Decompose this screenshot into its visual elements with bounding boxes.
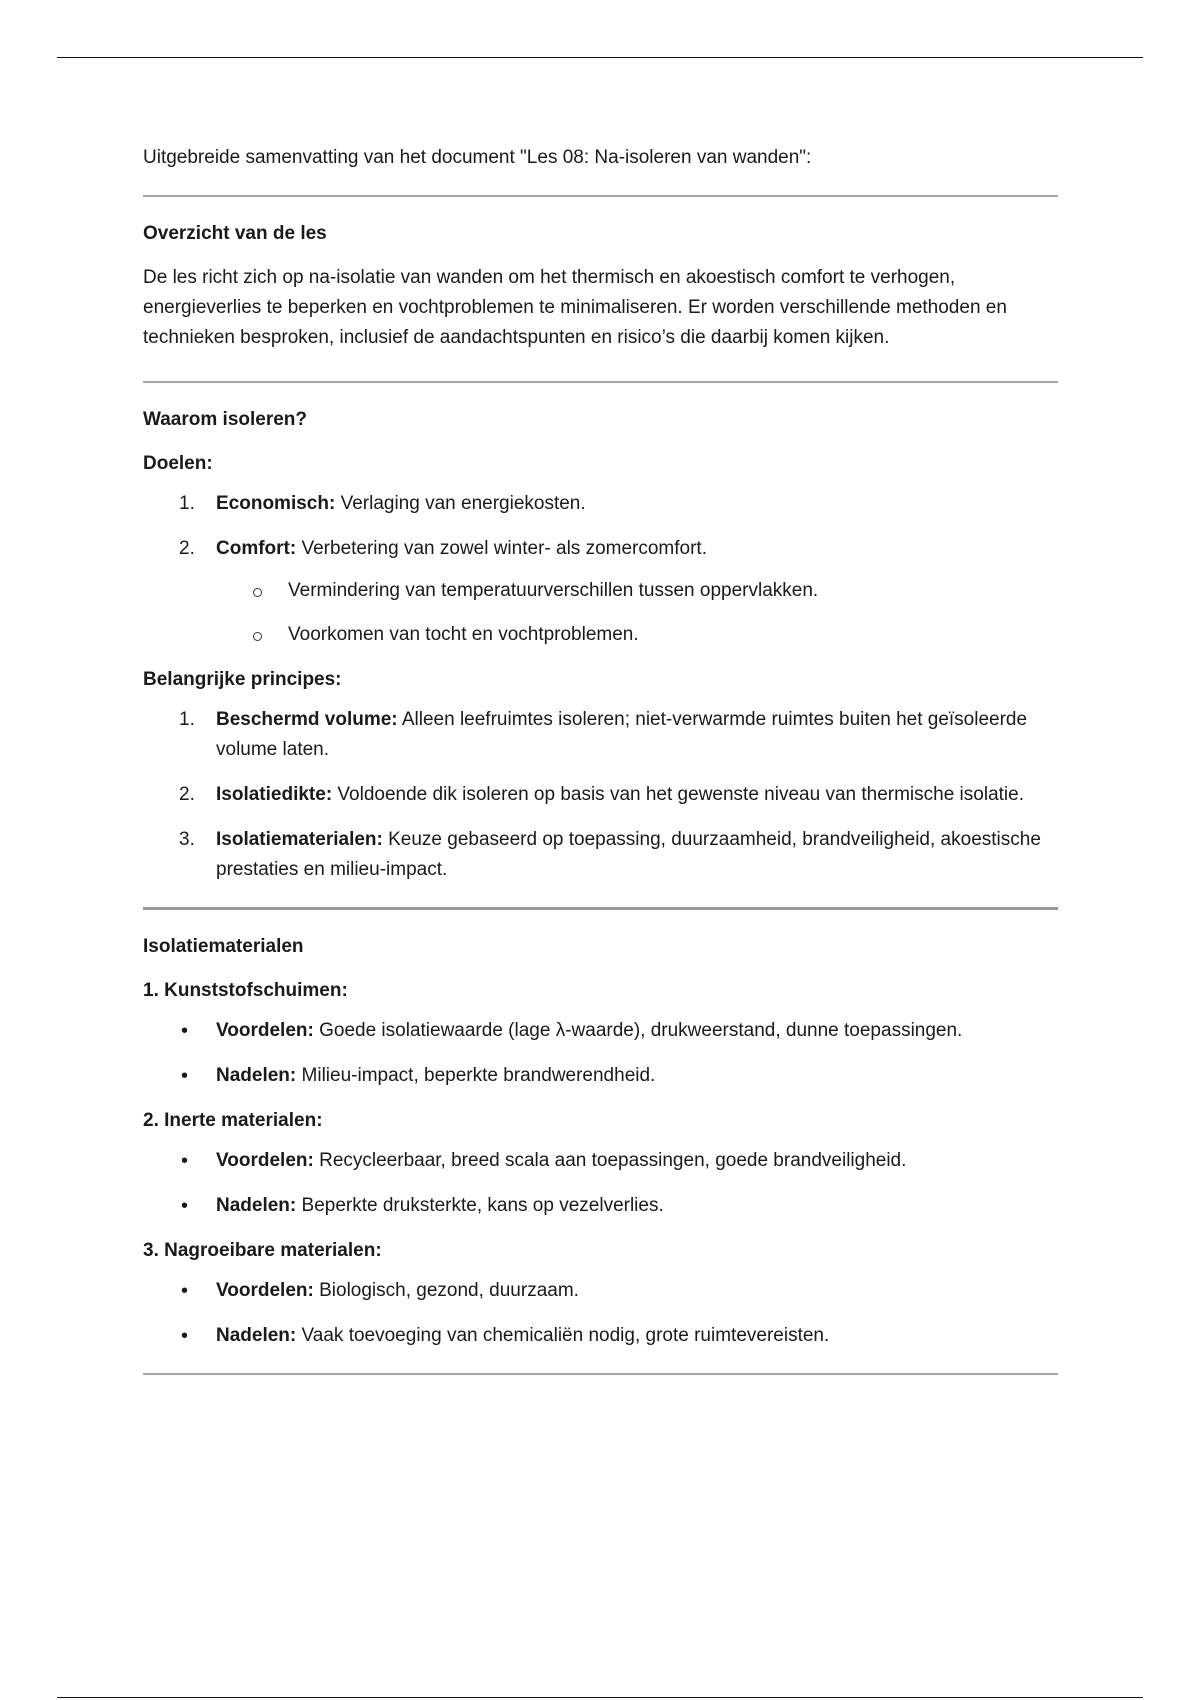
item-text: Keuze gebaseerd op toepassing, duurzaamheid, brandveiligheid, akoestische prestaties en milieu-impact. [216, 829, 1041, 880]
list-item [143, 1061, 1058, 1091]
bullet-icon: • [181, 1020, 189, 1042]
list-item [143, 1191, 1058, 1221]
material-group-title: 1. Kunststofschuimen: [143, 980, 348, 1001]
bullet-icon: • [181, 1195, 189, 1217]
cons-text: Vaak toevoeging van chemicaliën nodig, grote ruimtevereisten. [296, 1325, 830, 1346]
circle-bullet-icon [253, 588, 262, 597]
goals-list [143, 489, 1058, 650]
item-label: Isolatiedikte: [216, 784, 333, 805]
pros-text: Biologisch, gezond, duurzaam. [313, 1280, 579, 1301]
item-text: Verlaging van energiekosten. [335, 493, 586, 514]
list-item [143, 1146, 1058, 1176]
material-group-list [143, 1146, 1058, 1221]
section-divider [143, 381, 1058, 383]
overview-heading: Overzicht van de les [143, 223, 327, 244]
cons-text: Milieu-impact, beperkte brandwerendheid. [296, 1065, 656, 1086]
section-divider [143, 195, 1058, 197]
pros-label: Voordelen: [216, 1280, 314, 1301]
bullet-icon: • [181, 1325, 189, 1347]
why-heading: Waarom isoleren? [143, 409, 308, 430]
item-text: Voldoende dik isoleren op basis van het gewenste niveau van thermische isolatie. [332, 784, 1024, 805]
principles-label: Belangrijke principes: [143, 669, 342, 690]
section-divider [143, 1373, 1058, 1375]
list-number: 2. [179, 784, 195, 805]
list-number: 1. [179, 709, 195, 730]
sub-list-item [143, 620, 1058, 650]
material-group-title: 3. Nagroeibare materialen: [143, 1240, 382, 1261]
pros-text: Recycleerbaar, breed scala aan toepassingen, goede brandveiligheid. [313, 1150, 907, 1171]
sub-list-item [143, 576, 1058, 606]
goals-label: Doelen: [143, 453, 213, 474]
list-number: 2. [179, 538, 195, 559]
list-item [143, 1321, 1058, 1351]
item-label: Beschermd volume: [216, 709, 398, 730]
circle-bullet-icon [253, 632, 262, 641]
cons-label: Nadelen: [216, 1195, 297, 1216]
page-top-rule [57, 57, 1143, 58]
bullet-icon: • [181, 1150, 189, 1172]
principles-list [143, 705, 1058, 885]
list-item [143, 489, 1058, 519]
list-item [143, 780, 1058, 810]
material-group-list [143, 1016, 1058, 1091]
list-item [143, 1016, 1058, 1046]
section-divider [143, 907, 1058, 910]
cons-label: Nadelen: [216, 1065, 297, 1086]
pros-label: Voordelen: [216, 1150, 314, 1171]
cons-text: Beperkte druksterkte, kans op vezelverlies. [296, 1195, 664, 1216]
list-number: 1. [179, 493, 195, 514]
materials-heading: Isolatiematerialen [143, 936, 304, 957]
list-item [143, 825, 1058, 885]
list-item [143, 1276, 1058, 1306]
item-label: Isolatiematerialen: [216, 829, 383, 850]
list-item [143, 705, 1058, 765]
overview-text: De les richt zich op na-isolatie van wanden om het thermisch en akoestisch comfort te verhogen, energieverlies te beperken en vochtproblemen te minimaliseren. Er worden verschillende methoden en technieken besproken, inclusief de aandachtspunten en risico’s die daarbij komen kijken. [143, 267, 1007, 348]
pros-text: Goede isolatiewaarde (lage λ-waarde), drukweerstand, dunne toepassingen. [313, 1020, 963, 1041]
item-text: Verbetering van zowel winter- als zomercomfort. [296, 538, 707, 559]
intro-text: Uitgebreide samenvatting van het document "Les 08: Na-isoleren van wanden": [143, 147, 812, 168]
item-text: Alleen leefruimtes isoleren; niet-verwarmde ruimtes buiten het geïsoleerde volume laten. [216, 709, 1028, 760]
bullet-icon: • [181, 1065, 189, 1087]
bullet-icon: • [181, 1280, 189, 1302]
page-bottom-rule [57, 1697, 1143, 1698]
list-number: 3. [179, 829, 195, 850]
pros-label: Voordelen: [216, 1020, 314, 1041]
sub-item-text: Vermindering van temperatuurverschillen tussen oppervlakken. [288, 580, 819, 601]
comfort-sublist [216, 576, 1058, 650]
item-label: Economisch: [216, 493, 336, 514]
cons-label: Nadelen: [216, 1325, 297, 1346]
material-group-title: 2. Inerte materialen: [143, 1110, 323, 1131]
sub-item-text: Voorkomen van tocht en vochtproblemen. [288, 624, 639, 645]
item-label: Comfort: [216, 538, 297, 559]
material-group-list [143, 1276, 1058, 1351]
document-body [143, 143, 1058, 1397]
list-item [143, 534, 1058, 650]
